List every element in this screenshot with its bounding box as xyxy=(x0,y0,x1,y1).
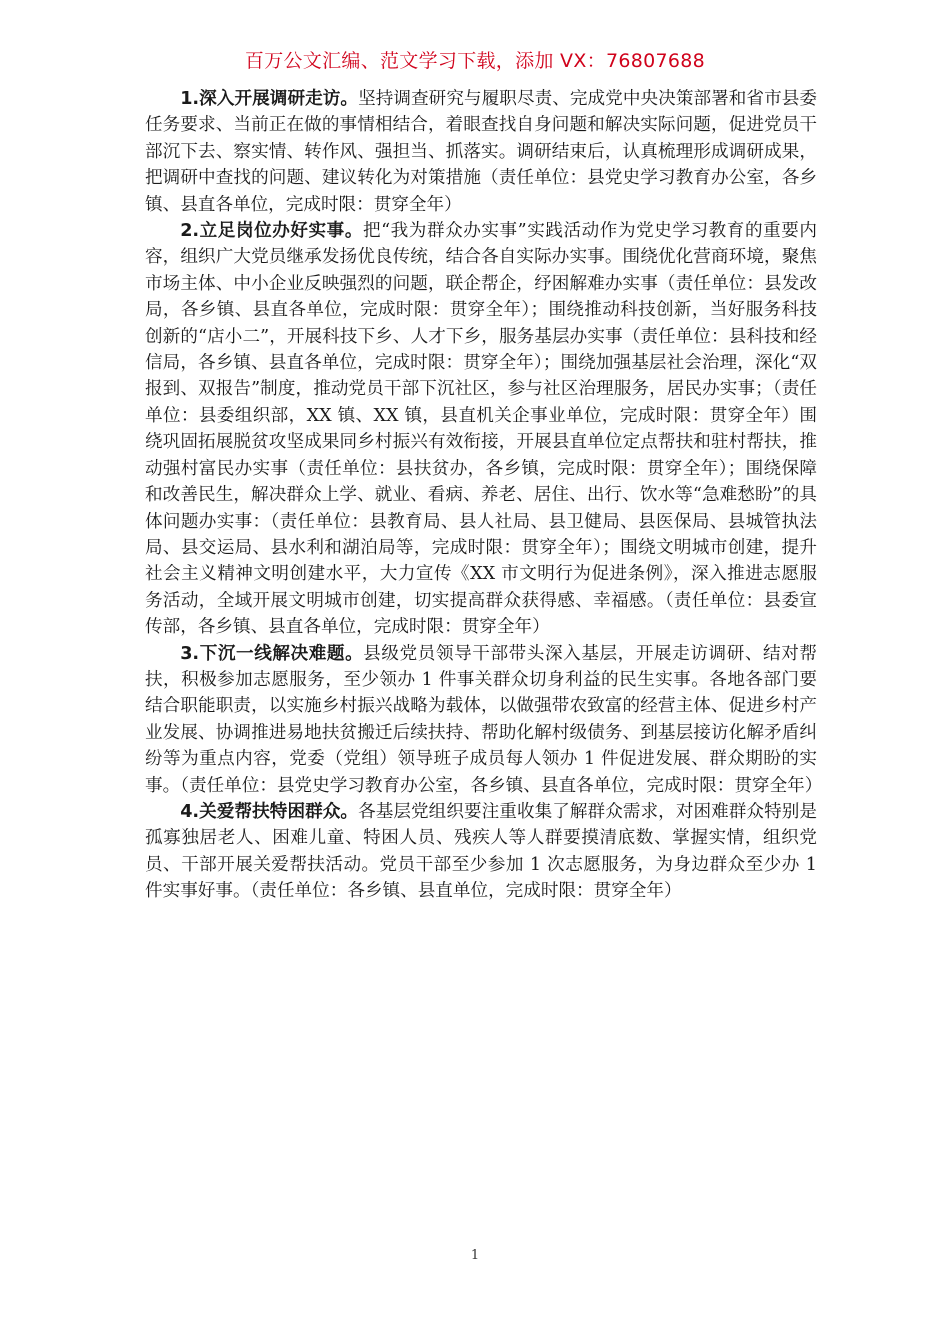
watermark-banner: 百万公文汇编、范文学习下载，添加 VX：76807688 xyxy=(244,50,706,72)
section-4-heading: 4.关爱帮扶特困群众。 xyxy=(180,801,359,822)
section-2-heading: 2.立足岗位办好实事。 xyxy=(180,221,363,242)
section-3-paragraph xyxy=(145,641,823,799)
section-4-paragraph xyxy=(145,799,817,905)
section-1-text: 坚持调查研究与履职尽责、完成党中央决策部署和省市县委任务要求、当前正在做的事情相结合，着眼查找自身问题和解决实际问题，促进党员干部沉下去、察实情、转作风、强担当、抓落实。调研结束后，认真梳理形成调研成果，把调研中查找的问题、建议转化为对策措施（责任单位：县党史学习教育办公室，各乡镇、县直各单位，完成时限：贯穿全年） xyxy=(145,89,817,215)
section-2-paragraph xyxy=(145,218,817,641)
section-3-text: 县级党员领导干部带头深入基层，开展走访调研、结对帮扶，积极参加志愿服务，至少领办 1 件事关群众切身利益的民生实事。各地各部门要结合职能职责，以实施乡村振兴战略为载体，以做强带农致富的经营主体、促进乡村产业发展、协调推进易地扶贫搬迁后续扶持、帮助化解村级债务、到基层接访化解矛盾纠纷等为重点内容，党委（党组）领导班子成员每人领办 1 件促进发展、群众期盼的实事。（责任单位：县党史学习教育办公室，各乡镇、县直各单位，完成时限：贯穿全年） xyxy=(145,643,823,796)
section-4-text: 各基层党组织要注重收集了解群众需求，对困难群众特别是孤寡独居老人、困难儿童、特困人员、残疾人等人群要摸清底数、掌握实情，组织党员、干部开展关爱帮扶活动。党员干部至少参加 1 次志愿服务，为身边群众至少办 1 件实事好事。（责任单位：各乡镇、县直单位，完成时限：贯穿全年） xyxy=(145,801,817,902)
section-3-heading: 3.下沉一线解决难题。 xyxy=(180,643,364,664)
section-1-heading: 1.深入开展调研走访。 xyxy=(180,89,359,109)
section-2-text: 把“我为群众办实事”实践活动作为党史学习教育的重要内容，组织广大党员继承发扬优良传统，结合各自实际办实事。围绕优化营商环境，聚焦市场主体、中小企业反映强烈的问题，联企帮企，纾困解难办实事（责任单位：县发改局，各乡镇、县直各单位，完成时限：贯穿全年）；围绕推动科技创新，当好服务科技创新的“店小二”，开展科技下乡、人才下乡，服务基层办实事（责任单位：县科技和经信局，各乡镇、县直各单位，完成时限：贯穿全年）；围绕加强基层社会治理，深化“双报到、双报告”制度，推动党员干部下沉社区，参与社区治理服务，居民办实事；（责任单位：县委组织部，XX 镇、XX 镇，县直机关企事业单位，完成时限：贯穿全年）围绕巩固拓展脱贫攻坚成果同乡村振兴有效衔接，开展县直单位定点帮扶和驻村帮扶，推动强村富民办实事（责任单位：县扶贫办，各乡镇，完成时限：贯穿全年）；围绕保障和改善民生，解决群众上学、就业、看病、养老、居住、出行、饮水等“急难愁盼”的具体问题办实事：（责任单位：县教育局、县人社局、县卫健局、县医保局、县城管执法局、县交运局、县水利和湖泊局等，完成时限：贯穿全年）；围绕文明城市创建，提升社会主义精神文明创建水平，大力宣传《XX 市文明行为促进条例》，深入推进志愿服务活动，全域开展文明城市创建，切实提高群众获得感、幸福感。（责任单位：县委宣传部，各乡镇、县直各单位，完成时限：贯穿全年） xyxy=(145,221,817,638)
section-1-paragraph xyxy=(145,86,817,218)
page-number: 1 xyxy=(470,1248,480,1263)
document-body xyxy=(145,86,823,905)
